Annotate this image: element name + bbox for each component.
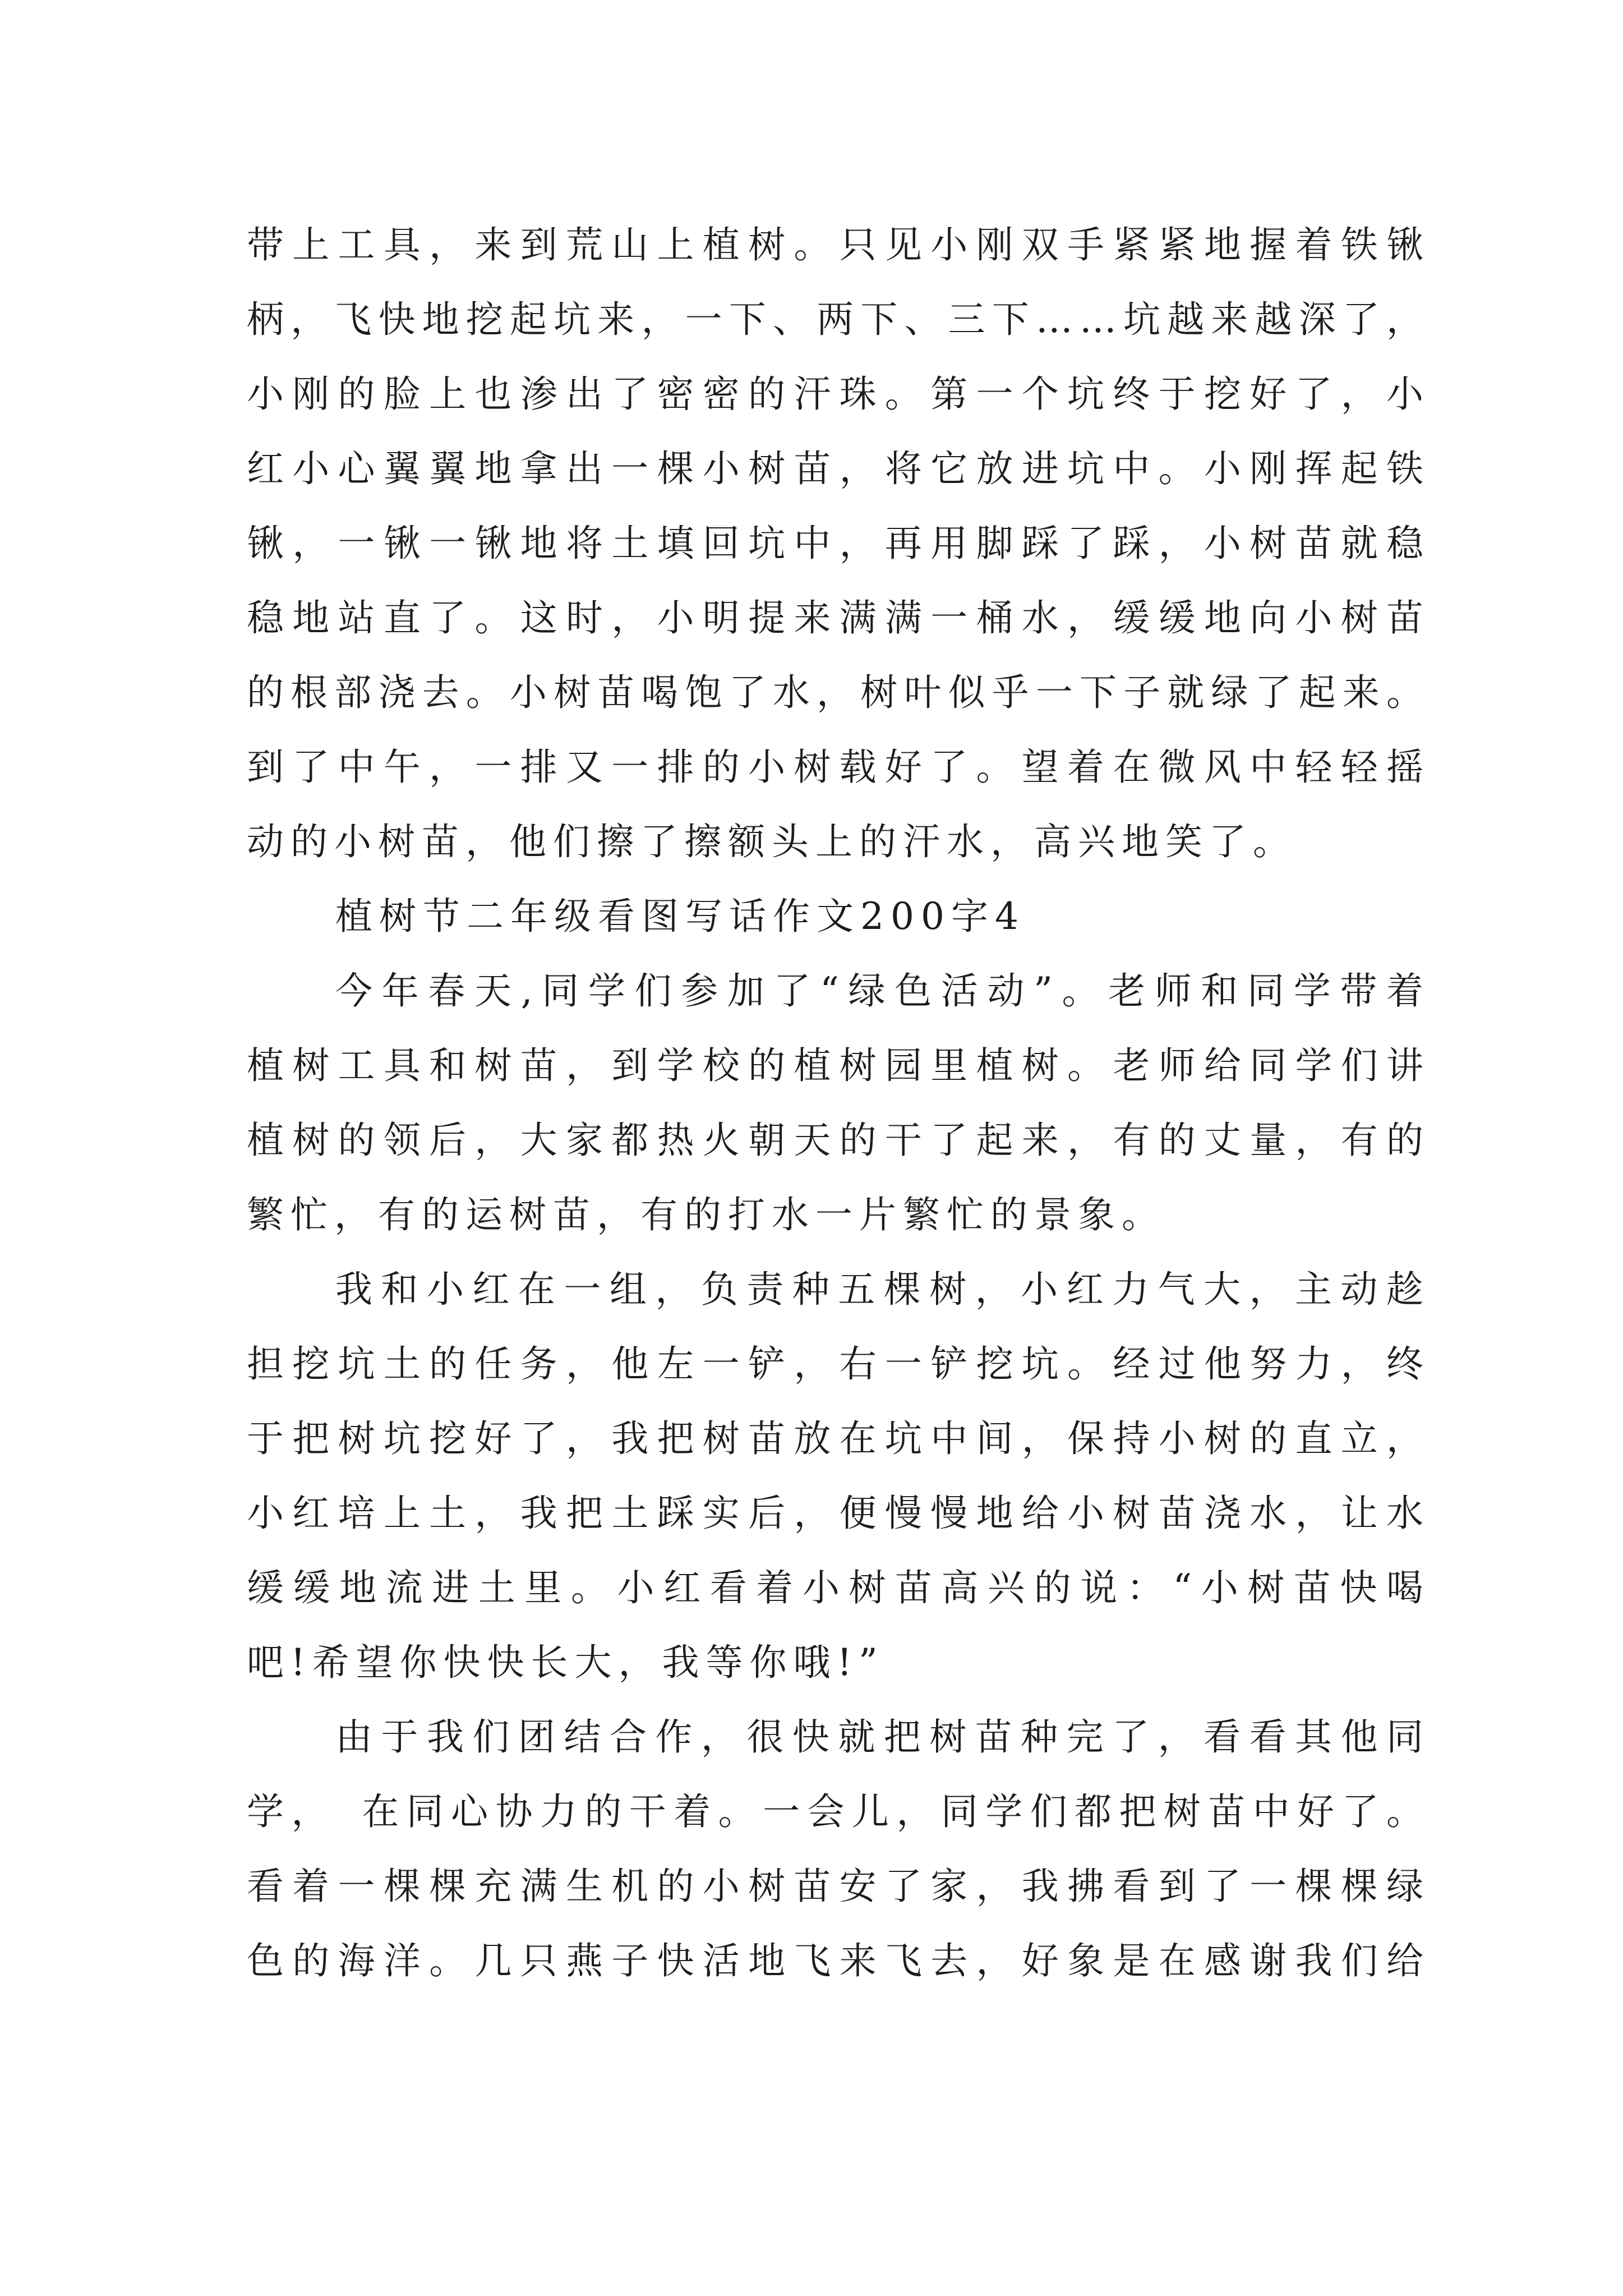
text-line: 今年春天,同学们参加了“绿色活动”。老师和同学带着	[335, 969, 1430, 1013]
body-text	[247, 208, 1430, 1998]
text-line: 由于我们团结合作，很快就把树苗种完了，看看其他同	[335, 1715, 1430, 1759]
text-line: 红小心翼翼地拿出一棵小树苗，将它放进坑中。小刚挥起铁	[247, 447, 1430, 490]
text-line: 植树的领后，大家都热火朝天的干了起来，有的丈量，有的	[247, 1119, 1430, 1162]
text-line: 到了中午，一排又一排的小树载好了。望着在微风中轻轻摇	[247, 746, 1430, 789]
text-line: 繁忙，有的运树苗，有的打水一片繁忙的景象。	[247, 1193, 1165, 1236]
text-line: 我和小红在一组，负责种五棵树，小红力气大，主动趁	[335, 1268, 1430, 1311]
text-line: 稳地站直了。这时，小明提来满满一桶水，缓缓地向小树苗	[247, 596, 1430, 639]
text-line: 小红培上土，我把土踩实后，便慢慢地给小树苗浇水，让水	[247, 1492, 1430, 1535]
text-line: 小刚的脸上也渗出了密密的汗珠。第一个坑终于挖好了，小	[247, 372, 1430, 416]
text-line: 锹，一锹一锹地将土填回坑中，再用脚踩了踩，小树苗就稳	[247, 522, 1430, 565]
text-line: 色的海洋。几只燕子快活地飞来飞去，好象是在感谢我们给	[247, 1939, 1430, 1982]
text-line: 柄，飞快地挖起坑来，一下、两下、三下……坑越来越深了，	[247, 298, 1430, 341]
text-line: 学， 在同心协力的干着。一会儿，同学们都把树苗中好了。	[247, 1790, 1430, 1833]
text-line: 的根部浇去。小树苗喝饱了水，树叶似乎一下子就绿了起来。	[247, 671, 1430, 714]
text-line: 担挖坑土的任务，他左一铲，右一铲挖坑。经过他努力，终	[247, 1342, 1430, 1386]
text-line: 于把树坑挖好了，我把树苗放在坑中间，保持小树的直立，	[247, 1417, 1430, 1460]
section-heading: 植树节二年级看图写话作文200字4	[335, 895, 1025, 938]
text-line: 带上工具，来到荒山上植树。只见小刚双手紧紧地握着铁锹	[247, 223, 1430, 266]
text-line: 吧!希望你快快长大，我等你哦!”	[247, 1641, 884, 1684]
text-line: 看着一棵棵充满生机的小树苗安了家，我拂看到了一棵棵绿	[247, 1865, 1430, 1908]
text-line: 植树工具和树苗，到学校的植树园里植树。老师给同学们讲	[247, 1044, 1430, 1087]
text-line: 动的小树苗，他们擦了擦额头上的汗水，高兴地笑了。	[247, 820, 1297, 863]
text-line: 缓缓地流进土里。小红看着小树苗高兴的说：“小树苗快喝	[247, 1566, 1430, 1609]
